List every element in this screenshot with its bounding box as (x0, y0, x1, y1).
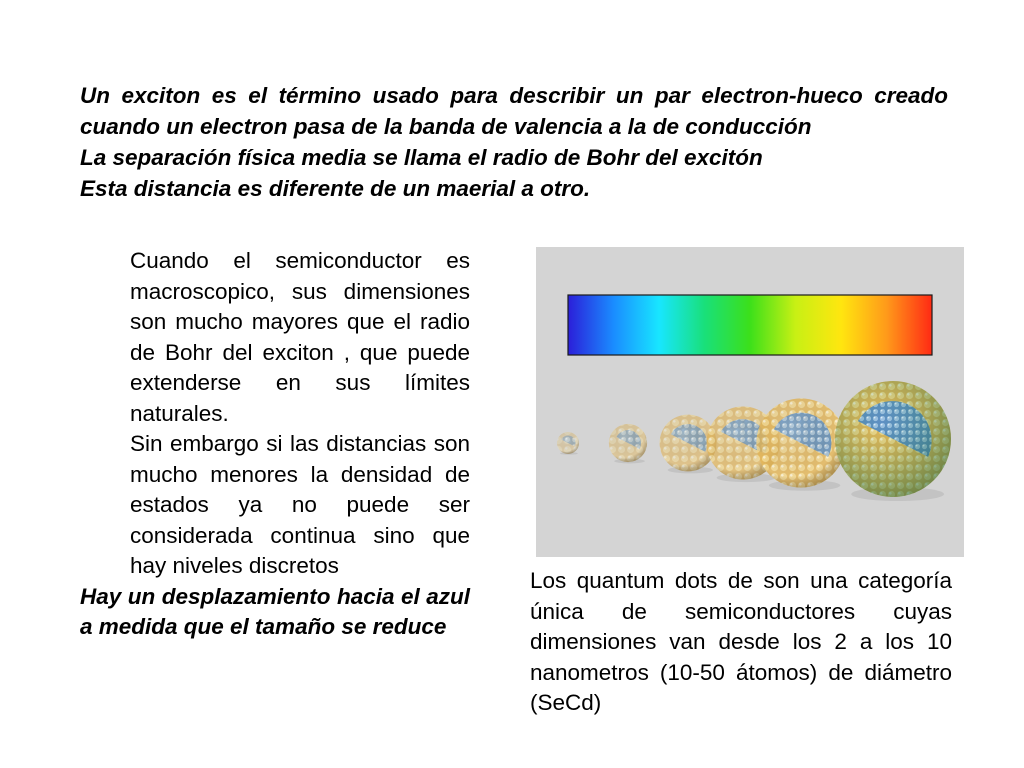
macroscopic-paragraph: Cuando el semiconductor es macroscopico, sus dimensiones son mucho mayores que el radio de Bohr del exciton , que puede extenderse en sus límites naturales. (130, 248, 470, 426)
quantum-dot-2 (609, 424, 647, 464)
quantum-dot-1 (557, 432, 579, 455)
left-column (80, 246, 470, 643)
quantum-dots-figure (536, 247, 964, 557)
quantum-dots-row (557, 381, 951, 501)
quantum-dots-caption: Los quantum dots de son una categoría única de semiconductores cuyas dimensiones van desde los 2 a los 10 nanometros (10-50 átomos) de diámetro (SeCd) (530, 568, 952, 715)
left-indented-block (80, 246, 470, 582)
quantum-dot-6 (835, 381, 951, 501)
intro-material-line: Esta distancia es diferente de un maerial a otro. (80, 176, 591, 201)
quantum-dots-illustration (536, 247, 964, 557)
intro-text (80, 80, 948, 204)
intro-paragraph: Un exciton es el término usado para describir un par electron-hueco creado cuando un electron pasa de la banda de valencia a la de conducción (80, 83, 948, 139)
discrete-levels-paragraph: Sin embargo si las distancias son mucho menores la densidad de estados ya no puede ser considerada continua sino que hay niveles discretos (130, 431, 470, 578)
energy-spectrum-bar (568, 295, 932, 355)
blue-shift-statement: Hay un desplazamiento hacia el azul a medida que el tamaño se reduce (80, 583, 470, 639)
intro-bohr-radius-line: La separación física media se llama el radio de Bohr del excitón (80, 145, 763, 170)
